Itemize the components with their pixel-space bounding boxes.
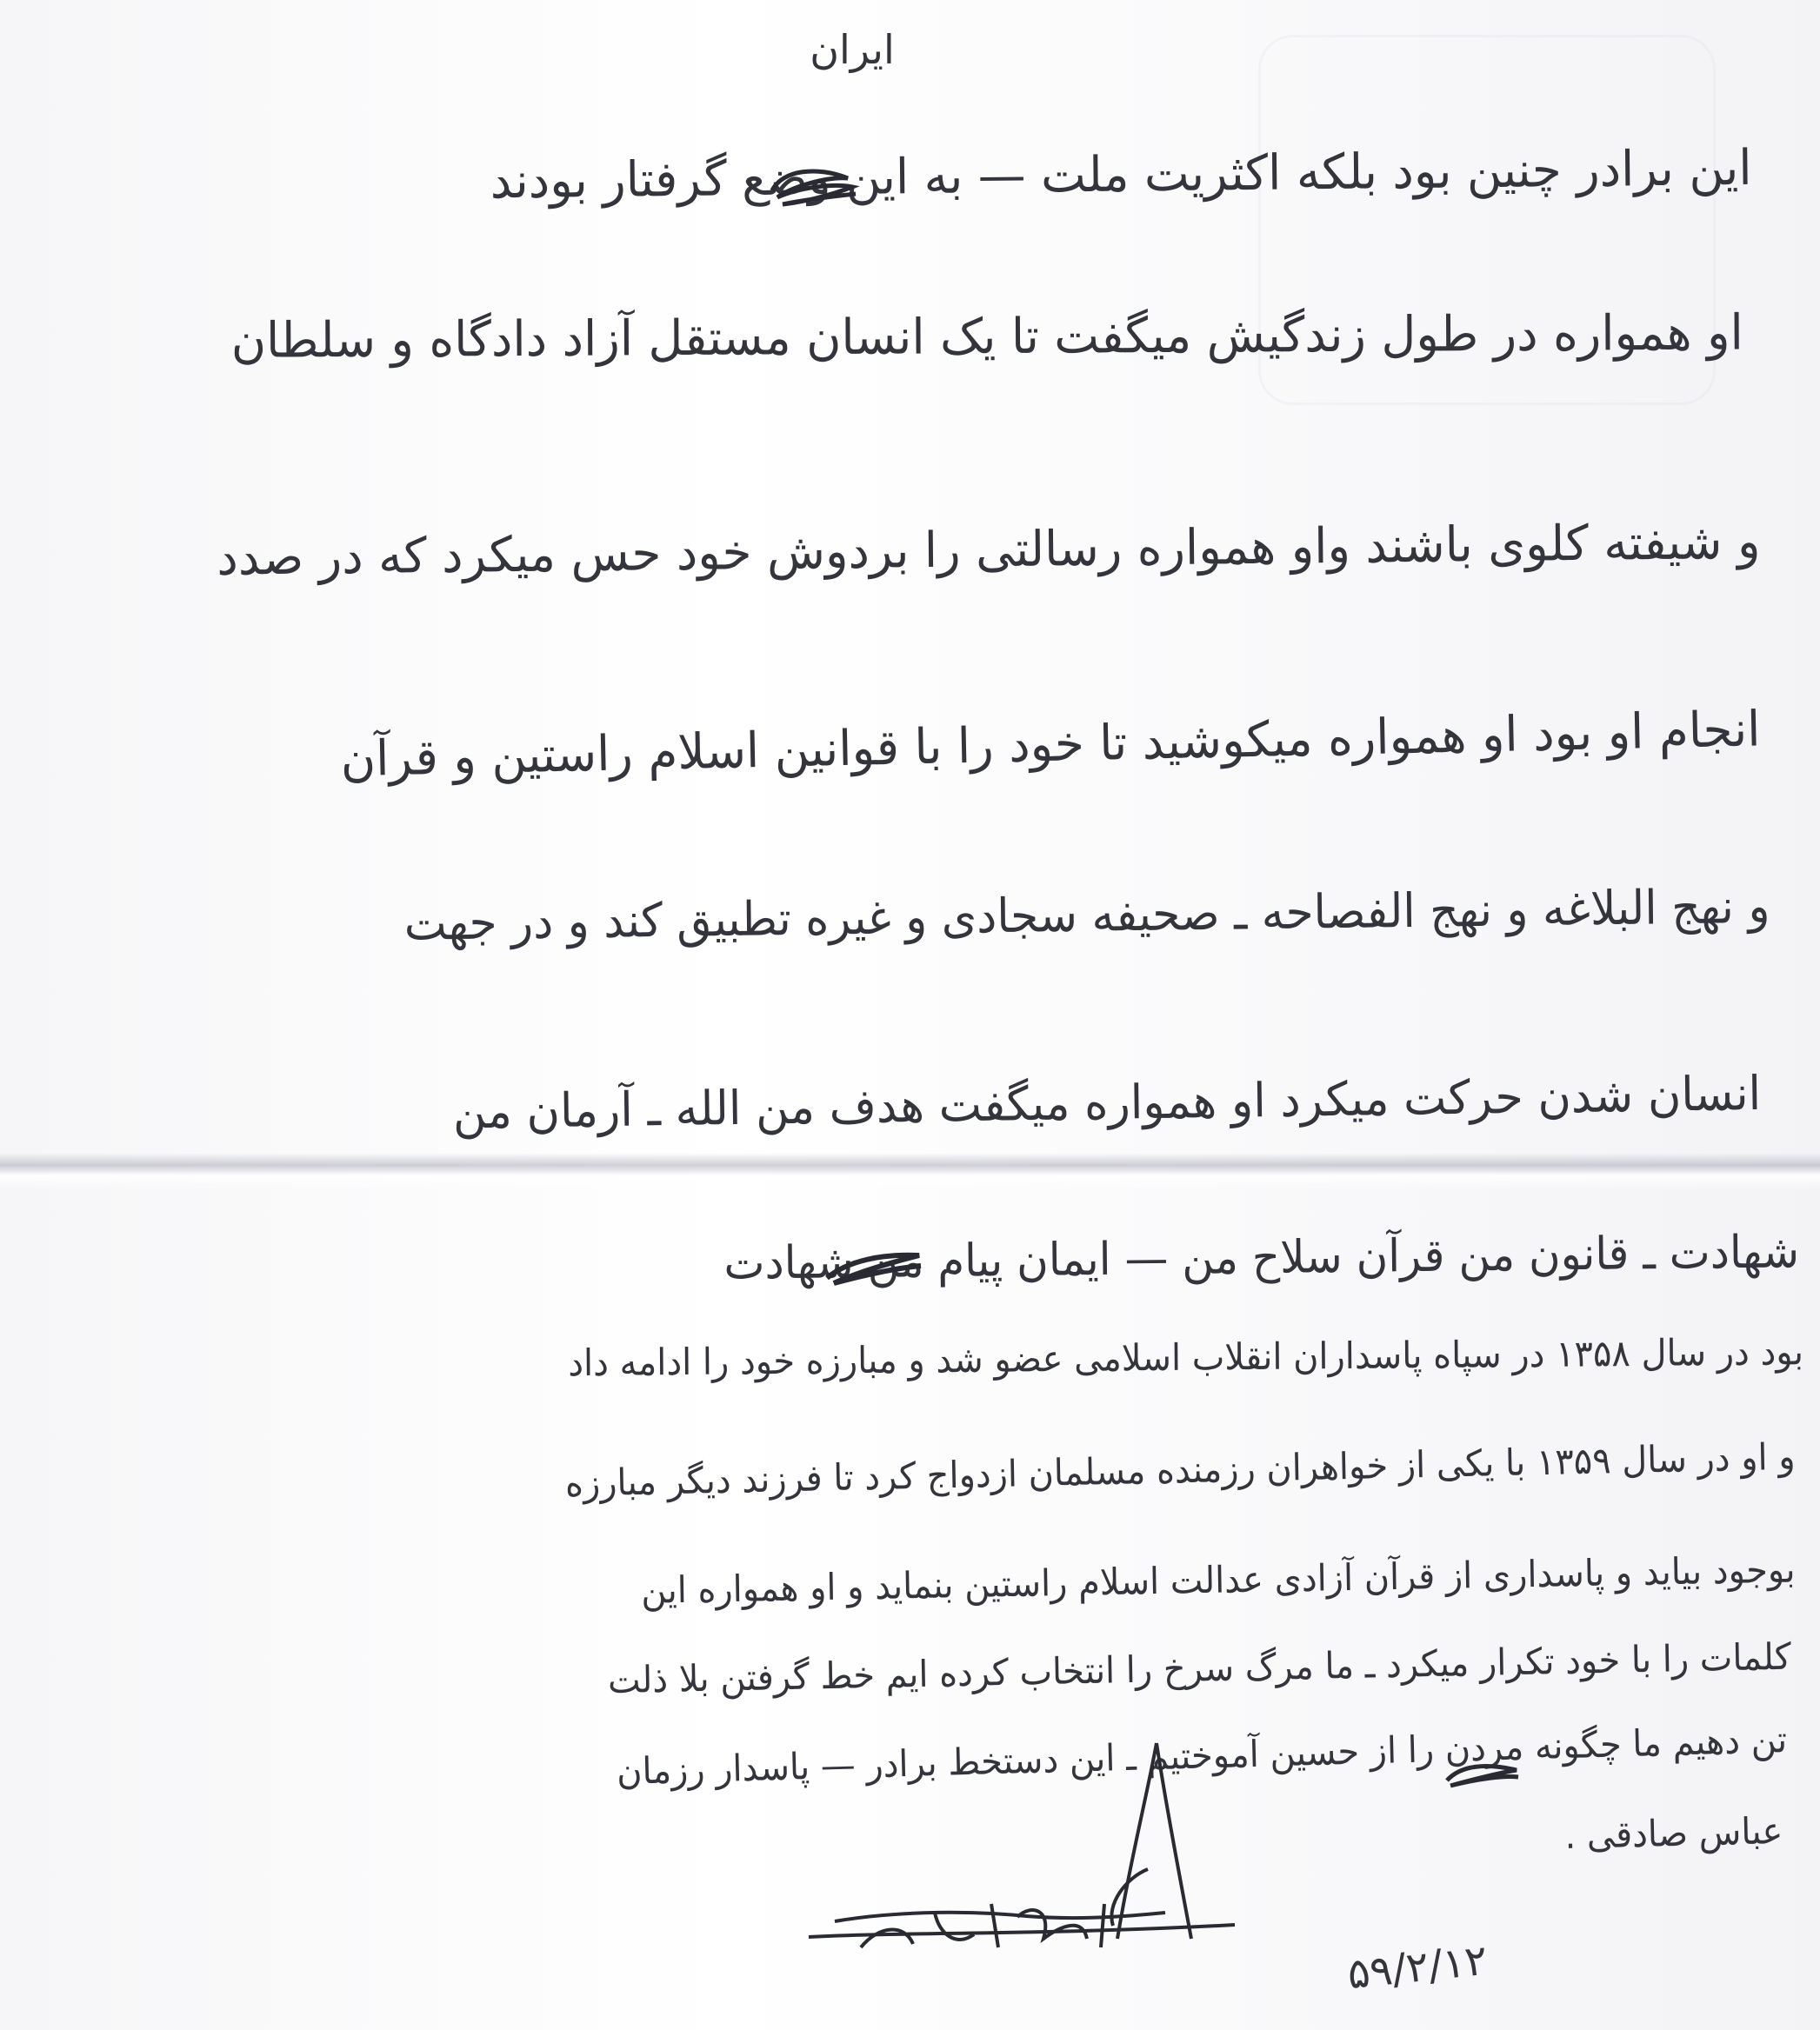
letter-line-3: و شیفته کلوی باشند واو همواره رسالتی را بردوش خود حس میکرد که در صدد bbox=[217, 513, 1761, 587]
scribble-mark-1 bbox=[765, 161, 861, 213]
letter-line-4: انجام او بود او همواره میکوشید تا خود را با قوانین اسلام راستین و قرآن bbox=[340, 701, 1762, 789]
letter-line-9: و او در سال ۱۳۵۹ با یکی از خواهران رزمنده مسلمان ازدواج کرد تا فرزند دیگر مبارزه bbox=[564, 1434, 1796, 1505]
letter-line-5: و نهج البلاغه و نهج الفصاحه ـ صحیفه سجادی و غیره تطبیق کند و در جهت bbox=[403, 878, 1770, 951]
letter-heading: ایران bbox=[810, 26, 895, 73]
letter-line-10: بوجود بیاید و پاسداری از قرآن آزادی عدالت اسلام راستین بنماید و او همواره این bbox=[640, 1547, 1796, 1612]
letter-date: ۵۹/۲/۱۲ bbox=[1344, 1935, 1490, 2000]
handwritten-signature bbox=[783, 1739, 1270, 2000]
letter-line-11: کلمات را با خود تکرار میکرد ـ ما مرگ سرخ را انتخاب کرده ایم خط گرفتن بلا ذلت bbox=[607, 1634, 1792, 1702]
letter-line-12: تن دهیم ما چگونه مردن را از حسین آموختیم ـ این دستخط برادر — پاسدار رزمان bbox=[616, 1718, 1788, 1794]
letter-line-7: شهادت ـ قانون من قرآن سلاح من — ایمان پیام من شهادت bbox=[723, 1226, 1800, 1290]
letter-line-13: عباس صادقی . bbox=[1563, 1809, 1783, 1858]
letter-line-1: این برادر چنین بود بلکه اکثریت ملت — به این وضع گرفتار بودند bbox=[490, 139, 1752, 210]
letter-line-2: او همواره در طول زندگیش میگفت تا یک انسان مستقل آزاد دادگاه و سلطان bbox=[230, 304, 1743, 369]
scribble-mark-2 bbox=[822, 1243, 926, 1291]
letter-line-8: بود در سال ۱۳۵۸ در سپاه پاسداران انقلاب اسلامی عضو شد و مبارزه خود را ادامه داد bbox=[568, 1330, 1804, 1385]
scribble-mark-3 bbox=[1443, 1756, 1522, 1791]
letter-line-6: انسان شدن حرکت میکرد او همواره میگفت هدف من الله ـ آرمان من bbox=[452, 1065, 1762, 1140]
